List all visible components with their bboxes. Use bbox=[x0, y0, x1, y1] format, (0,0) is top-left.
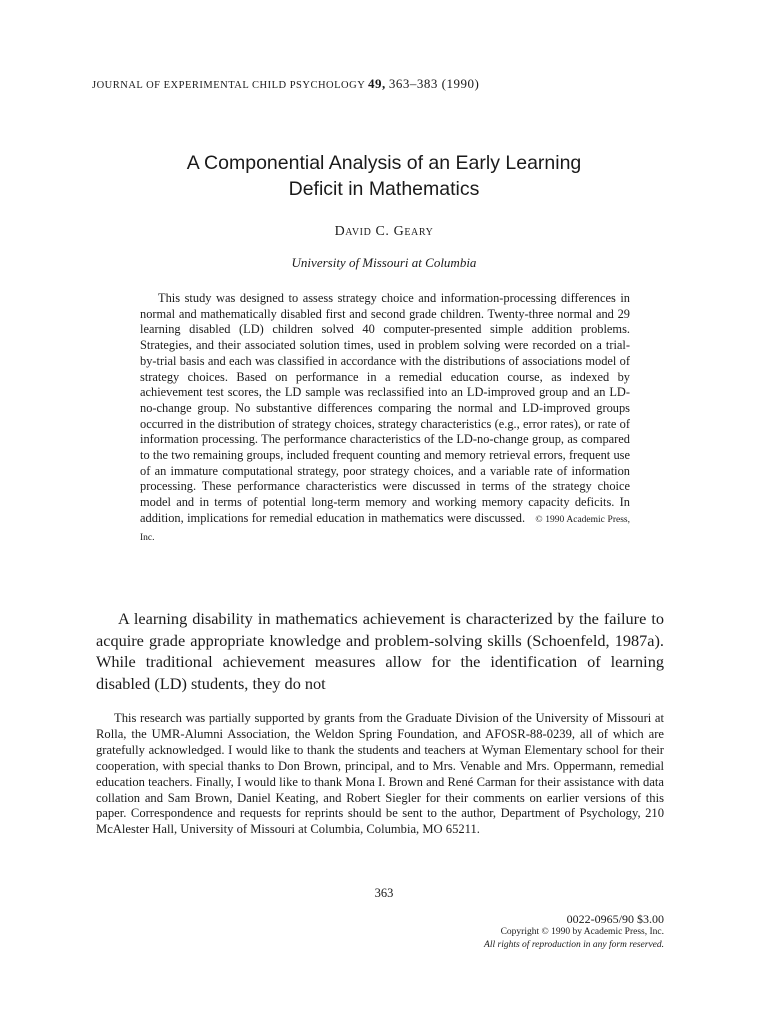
journal-pages: 363–383 (1990) bbox=[388, 76, 480, 91]
abstract-copyright: © 1990 Academic Press, Inc. bbox=[140, 514, 630, 543]
journal-name: JOURNAL OF EXPERIMENTAL CHILD PSYCHOLOGY bbox=[92, 80, 365, 91]
body-paragraph-1: A learning disability in mathematics achievement is characterized by the failure to acquire grade appropriate knowledge and problem-solving skills (Schoenfeld, 1987a). While traditional achievement measures allow for the identification of learning disabled (LD) students, they do not bbox=[96, 609, 664, 693]
acknowledgment-footnote: This research was partially supported by grants from the Graduate Division of the University of Missouri at Rolla, the UMR-Alumni Association, the Weldon Spring Foundation, and AFOSR-88-0239, all of which are gratefully acknowledged. I would like to thank the students and teachers at Wyman Elementary school for their cooperation, with special thanks to Don Brown, principal, and to Mrs. Venable and Mrs. Oppermann, remedial education teachers. Finally, I would like to thank Mona I. Brown and René Carman for their assistance with data collation and Sam Brown, Daniel Keating, and Robert Siegler for their comments on earlier versions of this paper. Correspondence and requests for reprints should be sent to the author, Department of Psychology, 210 McAlester Hall, University of Missouri at Columbia, Columbia, MO 65211. bbox=[96, 711, 664, 837]
paper-title bbox=[90, 150, 678, 202]
journal-volume: 49, bbox=[368, 76, 386, 91]
abstract-text: This study was designed to assess strategy choice and information-processing differences in normal and mathematically disabled first and second grade children. Twenty-three normal and 29 learning disabled (LD) children solved 40 computer-presented simple addition problems. Strategies, and their associated solution times, used in problem solving were recorded on a trial-by-trial basis and each was classified in accordance with the distributions of associations model of strategy choices. Based on performance in a remedial education course, as indexed by achievement test scores, the LD sample was reclassified into an LD-improved group and an LD-no-change group. No substantive differences comparing the normal and LD-improved groups occurred in the distribution of strategy choices, strategy characteristics (e.g., error rates), or rate of information processing. The performance characteristics of the LD-no-change group, as compared to the two remaining groups, included frequent counting and memory retrieval errors, frequent use of an immature computational strategy, poor strategy choices, and a variable rate of information processing. These performance characteristics were discussed in terms of the strategy choice model and in terms of potential long-term memory and working memory capacity deficits. In addition, implications for remedial education in mathematics were discussed. bbox=[140, 291, 630, 525]
abstract bbox=[140, 291, 630, 546]
title-line-2: Deficit in Mathematics bbox=[288, 178, 480, 200]
page-number: 363 bbox=[374, 886, 394, 900]
publisher-copyright: Copyright © 1990 by Academic Press, Inc. bbox=[500, 927, 664, 937]
rights-reserved: All rights of reproduction in any form reserved. bbox=[484, 940, 664, 950]
title-line-1: A Componential Analysis of an Early Learning bbox=[186, 152, 582, 174]
author-name: David C. Geary bbox=[334, 224, 434, 239]
article-code-price: 0022-0965/90 $3.00 bbox=[566, 912, 664, 926]
journal-header bbox=[92, 76, 479, 92]
author-affiliation: University of Missouri at Columbia bbox=[291, 255, 477, 270]
